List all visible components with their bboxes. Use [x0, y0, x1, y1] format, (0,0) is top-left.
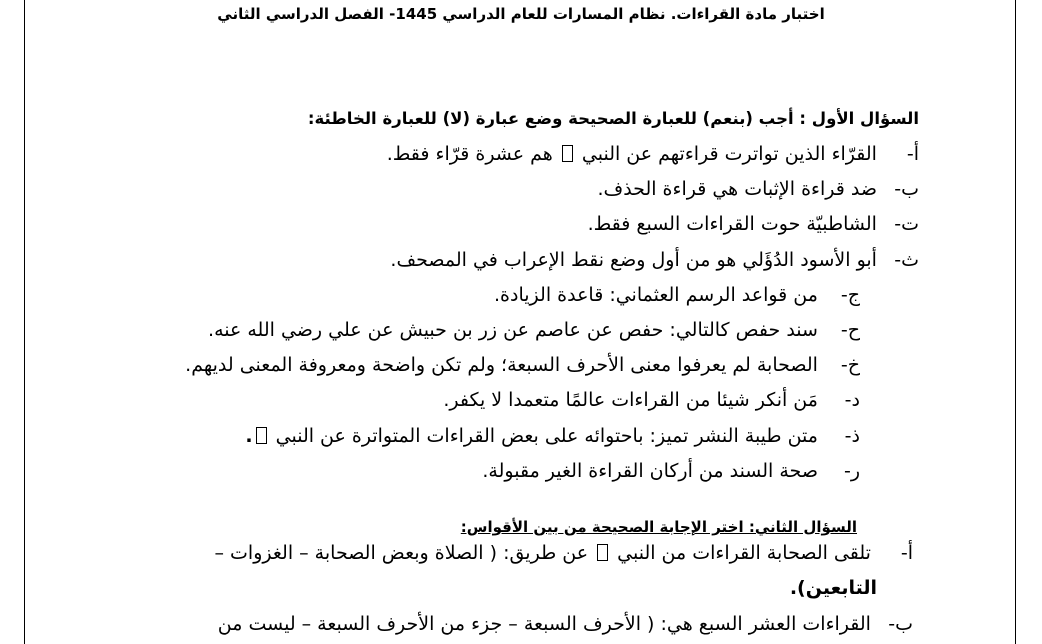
- item-text-continued: عن طريق: ( الصلاة وبعض الصحابة – الغزوات –: [214, 542, 589, 564]
- item-letter: ث-: [894, 249, 919, 271]
- question-1-heading: السؤال الأول : أجب (بنعم) للعبارة الصحيحة وضع عبارة (لا) للعبارة الخاطئة:: [307, 109, 919, 128]
- item-tail: .: [245, 425, 253, 447]
- item-text: الصحابة لم يعرفوا معنى الأحرف السبعة؛ ولم تكن واضحة ومعروفة المعنى لديهم.: [185, 354, 818, 376]
- missing-glyph-box-icon: [597, 544, 608, 561]
- exam-title: اختبار مادة القراءات. نظام المسارات للعام الدراسي 1445- الفصل الدراسي الثاني: [217, 5, 825, 23]
- question-1-item-d: [390, 246, 919, 274]
- item-letter: ب-: [894, 178, 919, 200]
- question-1-item-j: [482, 457, 860, 485]
- item-text: الشاطبيّة حوت القراءات السبع فقط.: [587, 213, 877, 235]
- item-text: أبو الأسود الدُؤَلي هو من أول وضع نقط الإعراب في المصحف.: [390, 249, 877, 271]
- item-text: متن طيبة النشر تميز: باحتوائه على بعض القراءات المتواترة عن النبي: [275, 425, 818, 447]
- item-letter: ذ-: [844, 425, 860, 447]
- question-2-item-a-continuation: التابعين).: [789, 577, 877, 599]
- question-1-item-g: [185, 351, 860, 379]
- item-letter: ر-: [843, 460, 860, 482]
- question-2-item-b: [218, 610, 913, 638]
- question-2-heading: السؤال الثاني: اختر الإجابة الصحيحة من بين الأقواس:: [460, 518, 857, 536]
- question-1-item-a: [387, 140, 919, 168]
- item-letter: أ-: [900, 542, 913, 564]
- item-text: القرّاء الذين تواترت قراءتهم عن النبي: [581, 143, 877, 165]
- item-letter: ب-: [888, 613, 913, 635]
- question-1-item-b: [597, 175, 919, 203]
- item-text-continued: هم عشرة قرّاء فقط.: [386, 143, 553, 165]
- question-1-item-e: [494, 281, 860, 309]
- item-letter: أ-: [906, 143, 919, 165]
- item-text: سند حفص كالتالي: حفص عن عاصم عن زر بن حبيش عن علي رضي الله عنه.: [208, 319, 818, 341]
- item-letter: د-: [844, 389, 860, 411]
- item-text: القراءات العشر السبع هي: ( الأحرف السبعة – جزء من الأحرف السبعة – ليست من: [217, 613, 871, 635]
- item-letter: ت-: [894, 213, 919, 235]
- item-text: ضد قراءة الإثبات هي قراءة الحذف.: [597, 178, 877, 200]
- question-1-item-h: [443, 386, 860, 414]
- item-text: تلقى الصحابة القراءات من النبي: [617, 542, 871, 564]
- item-letter: ح-: [840, 319, 860, 341]
- missing-glyph-box-icon: [256, 427, 267, 444]
- item-text: مَن أنكر شيئا من القراءات عالمًا متعمدا لا يكفر.: [443, 389, 818, 411]
- question-1-item-i: [245, 422, 860, 450]
- item-text: من قواعد الرسم العثماني: قاعدة الزيادة.: [494, 284, 818, 306]
- item-letter: خ-: [840, 354, 860, 376]
- question-1-item-f: [208, 316, 860, 344]
- question-2-item-a: [215, 539, 914, 567]
- missing-glyph-box-icon: [562, 145, 573, 162]
- item-text: صحة السند من أركان القراءة الغير مقبولة.: [482, 460, 818, 482]
- question-1-item-c: [588, 210, 919, 238]
- item-letter: ج-: [840, 284, 860, 306]
